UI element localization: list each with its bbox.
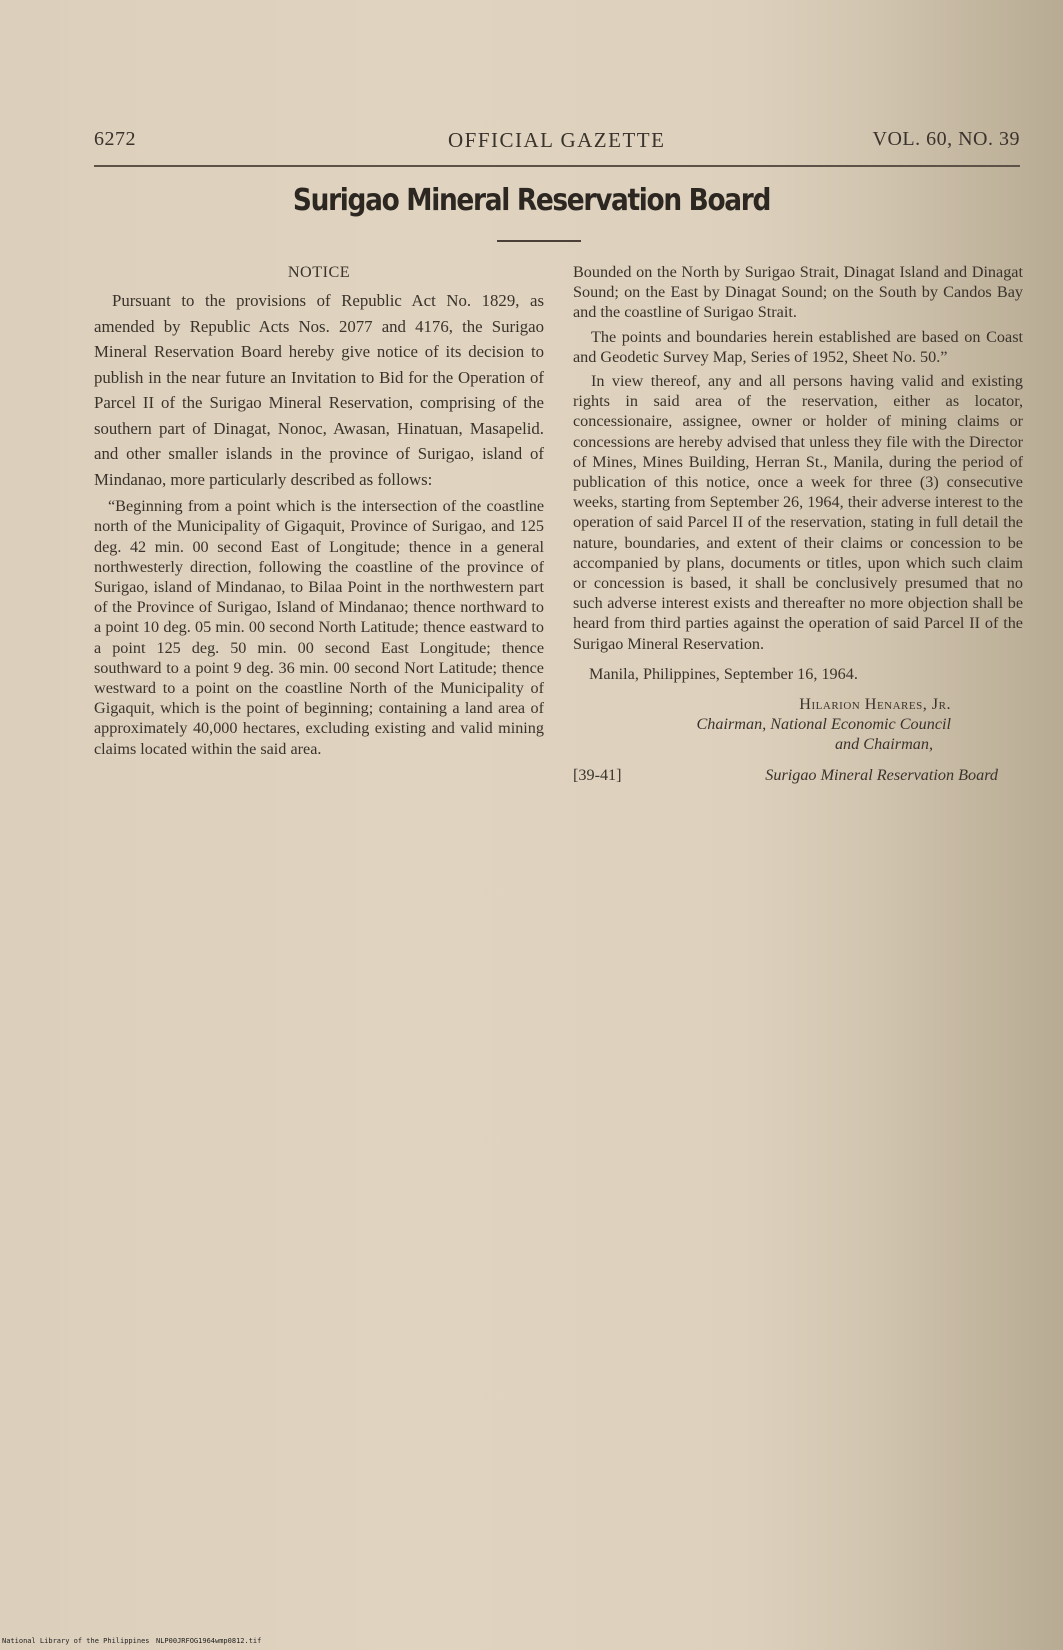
notice-code: [39-41] [573,765,622,784]
volume-number: VOL. 60, NO. 39 [872,128,1020,150]
footer-library: National Library of the Philippines [2,1637,150,1645]
right-column [573,262,1023,785]
bounded-paragraph: Bounded on the North by Surigao Strait, Dinagat Island and Dinagat Sound; on the East by Dinagat Sound; on the South by Candos Bay and the coastline of Surigao Strait. [573,263,1023,322]
signature-row [573,765,998,785]
page-header [94,128,1020,160]
publication-name: OFFICIAL GAZETTE [448,128,666,152]
boundary-description: “Beginning from a point which is the intersection of the coastline north of the Municipality of Gigaquit, Province of Surigao, and 125 deg. 42 min. 00 second East of Longitude; thence in a general northwesterly direction, following the coastline of the province of Surigao, island of Mindanao, to Bilaa Point in the northwestern part of the Province of Surigao, Island of Mindanao; thence northward to a point 10 deg. 05 min. 00 second North Latitude; thence eastward to a point 125 deg. 50 min. 00 second East Longitude; thence southward to a point 9 deg. 36 min. 00 second Nort Latitude; thence westward to a point on the coastline North of the Municipality of Gigaquit, which is the point of beginning; containing a land area of approximately 40,000 hectares, excluding existing and valid mining claims located within the said area. [94,497,544,758]
points-paragraph: The points and boundaries herein established are based on Coast and Geodetic Survey Map, Series of 1952, Sheet No. 50.” [573,327,1023,366]
signatory-board: Surigao Mineral Reservation Board [765,765,998,784]
article-title: Surigao Mineral Reservation Board [292,183,771,218]
in-view-paragraph: In view thereof, any and all persons having valid and existing rights in said area of the reservation, either as locator, concessionaire, assignee, owner or holder of mining claims or concessions are hereby advised that unless they file with the Director of Mines, Mines Building, Herran St., Manila, during the period of publication of this notice, once a week for three (3) consecutive weeks, starting from September 26, 1964, their adverse interest to the operation of said Parcel II of the reservation, stating in full detail the nature, boundaries, and extent of their claims or concession to be accompanied by plans, documents or titles, upon which such claim or concession is based, it shall be conclusively presumed that no such adverse interest exists and thereafter no more objection shall be heard from third parties against the operation of said Parcel II of the Surigao Mineral Reservation. [573,372,1023,653]
signatory-title-continued: and Chairman, [834,735,933,754]
notice-heading: NOTICE [287,263,351,281]
header-rule [94,165,1020,167]
scan-footer [0,1636,1063,1650]
signatory-name: Hilarion Henares, Jr. [799,695,951,714]
footer-file-id: NLP00JRFOG1964wmp0812.tif [156,1637,262,1645]
notice-lead-paragraph: Pursuant to the provisions of Republic Act No. 1829, as amended by Republic Acts Nos. 2077 and 4176, the Surigao Mineral Reservation Board hereby give notice of its decision to publish in the near future an Invitation to Bid for the Operation of Parcel II of the Surigao Mineral Reservation, comprising of the southern part of Dinagat, Nonoc, Awasan, Hinatuan, Masapelid. and other smaller islands in the province of Surigao, island of Mindanao, more particularly described as follows: [94,291,544,489]
dateline: Manila, Philippines, September 16, 1964. [589,664,858,683]
title-rule [497,240,581,242]
left-column [94,262,544,759]
page-number: 6272 [94,128,136,150]
signatory-title: Chairman, National Economic Council [696,715,951,734]
